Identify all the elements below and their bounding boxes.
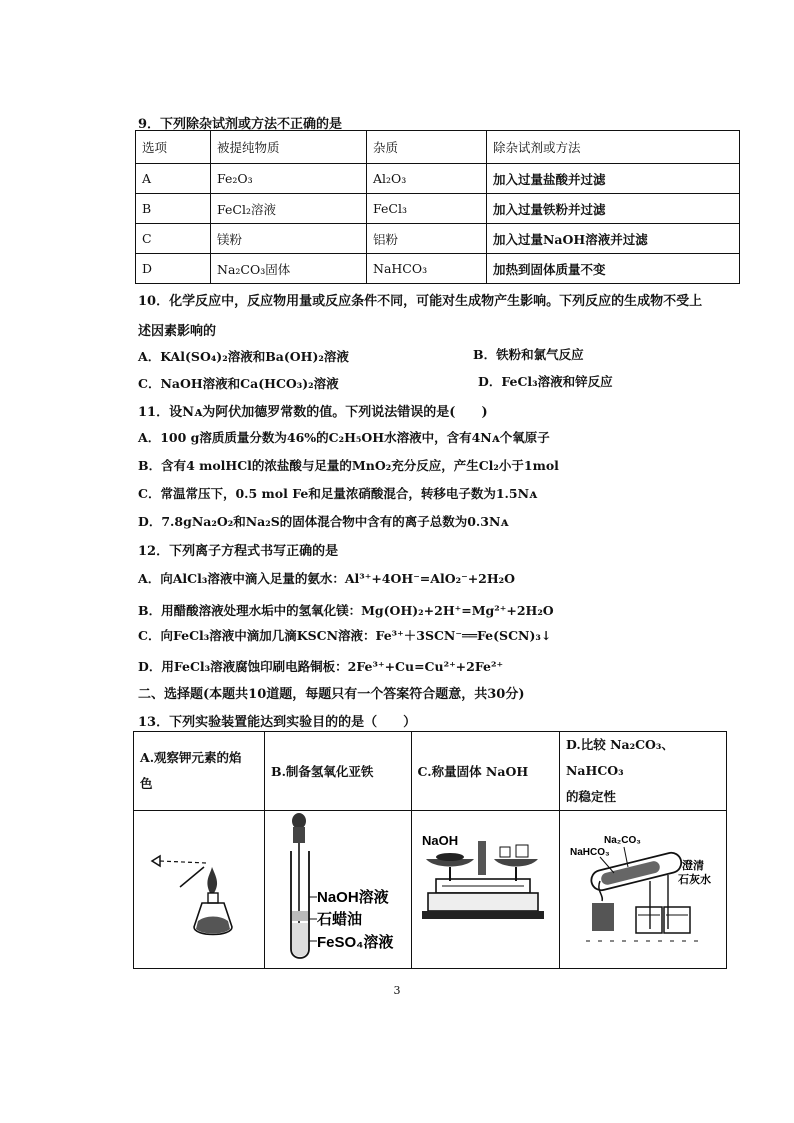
q13-cell-b-label: B.制备氢氧化亚铁: [265, 732, 412, 811]
cell: D: [136, 254, 211, 284]
q13-figure-a: [134, 811, 265, 969]
table-row: [136, 254, 740, 284]
header-cell: 除杂试剂或方法: [487, 131, 740, 164]
cell: 加入过量NaOH溶液并过滤: [487, 224, 740, 254]
cell: 加入过量盐酸并过滤: [487, 164, 740, 194]
cell: C: [136, 224, 211, 254]
q10-option-b: B．铁粉和氯气反应: [473, 347, 584, 362]
q13-cell-c-label: C.称量固体 NaOH: [411, 732, 560, 811]
q13-figure-c: [411, 811, 560, 969]
q13-cell-d-label: [560, 732, 727, 811]
cell: 镁粉: [211, 224, 367, 254]
header-cell: 选项: [136, 131, 211, 164]
q13-a-line2: 色: [140, 776, 153, 791]
q13-d-line2: 的稳定性: [566, 789, 617, 804]
section-heading: 二、选择题(本题共10道题，每题只有一个答案符合题意，共30分): [138, 687, 525, 702]
cell: NaHCO₃: [367, 254, 487, 284]
q13-table: [133, 731, 727, 969]
cell: B: [136, 194, 211, 224]
q11-option-b: B．含有4 molHCl的浓盐酸与足量的MnO₂充分反应，产生Cl₂小于1mol: [138, 458, 559, 473]
q13-cell-a-label: [134, 732, 265, 811]
fig-d-label-limewater-1: 澄清: [682, 860, 704, 872]
cell: Al₂O₃: [367, 164, 487, 194]
cell: A: [136, 164, 211, 194]
fig-b-label-feso4: FeSO₄溶液: [317, 934, 394, 951]
table-row: [136, 194, 740, 224]
q13-figure-d: [560, 811, 727, 969]
fig-b-label-naoh: NaOH溶液: [317, 889, 389, 906]
balance-figure: [412, 811, 551, 965]
q9-title: 9．下列除杂试剂或方法不正确的是: [138, 117, 343, 132]
fig-d-label-limewater-2: 石灰水: [678, 874, 711, 886]
q13-figure-row: [134, 811, 727, 969]
q11-option-d: D．7.8gNa₂O₂和Na₂S的固体混合物中含有的离子总数为0.3Nᴀ: [138, 514, 509, 529]
q13-a-line1: A.观察钾元素的焰: [140, 750, 242, 765]
q10-stem-line2: 述因素影响的: [138, 324, 217, 339]
q13-d-line1: D.比较 Na₂CO₃、NaHCO₃: [566, 737, 674, 778]
q12-option-a: A．向AlCl₃溶液中滴入足量的氨水：Al³⁺+4OH⁻=AlO₂⁻+2H₂O: [138, 571, 516, 586]
cell: FeCl₃: [367, 194, 487, 224]
q10-option-c: C．NaOH溶液和Ca(HCO₃)₂溶液: [138, 376, 339, 391]
q12-option-d: D．用FeCl₃溶液腐蚀印刷电路铜板：2Fe³⁺+Cu=Cu²⁺+2Fe²⁺: [138, 659, 504, 674]
q10-option-d: D．FeCl₃溶液和锌反应: [478, 374, 613, 389]
q9-table: [135, 130, 740, 284]
table-header-row: [136, 131, 740, 164]
q10-option-a: A．KAl(SO₄)₂溶液和Ba(OH)₂溶液: [138, 349, 349, 364]
ferrous-hydroxide-figure: [265, 811, 402, 965]
table-row: [136, 224, 740, 254]
q11-option-a: A．100 g溶质质量分数为46%的C₂H₅OH水溶液中，含有4Nᴀ个氧原子: [138, 430, 550, 445]
q13-figure-b: [265, 811, 412, 969]
flame-test-figure: [134, 811, 264, 965]
thermal-stability-figure: [560, 811, 726, 965]
q11-stem: 11．设Nᴀ为阿伏加德罗常数的值。下列说法错误的是( ): [138, 405, 488, 420]
header-cell: 被提纯物质: [211, 131, 367, 164]
cell: Fe₂O₃: [211, 164, 367, 194]
q12-stem: 12．下列离子方程式书写正确的是: [138, 544, 339, 559]
q11-option-c: C．常温常压下，0.5 mol Fe和足量浓硝酸混合，转移电子数为1.5Nᴀ: [138, 486, 538, 501]
fig-d-label-nahco3: NaHCO₃: [570, 847, 610, 858]
q13-stem: 13．下列实验装置能达到实验目的的是（ ）: [138, 715, 417, 730]
cell: 铝粉: [367, 224, 487, 254]
q10-stem-line1: 10．化学反应中，反应物用量或反应条件不同，可能对生成物产生影响。下列反应的生成物不受上: [138, 294, 703, 309]
header-cell: 杂质: [367, 131, 487, 164]
q12-option-b: B．用醋酸溶液处理水垢中的氢氧化镁：Mg(OH)₂+2H⁺=Mg²⁺+2H₂O: [138, 603, 554, 618]
q12-option-c: C．向FeCl₃溶液中滴加几滴KSCN溶液：Fe³⁺＋3SCN⁻══Fe(SCN)₃↓: [138, 628, 552, 643]
table-row: [136, 164, 740, 194]
fig-d-label-na2co3: Na₂CO₃: [604, 835, 641, 846]
cell: FeCl₂溶液: [211, 194, 367, 224]
q13-label-row: [134, 732, 727, 811]
cell: 加入过量铁粉并过滤: [487, 194, 740, 224]
page-number: 3: [393, 984, 401, 997]
fig-b-label-paraffin: 石蜡油: [317, 911, 363, 928]
fig-c-label-naoh: NaOH: [421, 833, 458, 848]
cell: Na₂CO₃固体: [211, 254, 367, 284]
cell: 加热到固体质量不变: [487, 254, 740, 284]
